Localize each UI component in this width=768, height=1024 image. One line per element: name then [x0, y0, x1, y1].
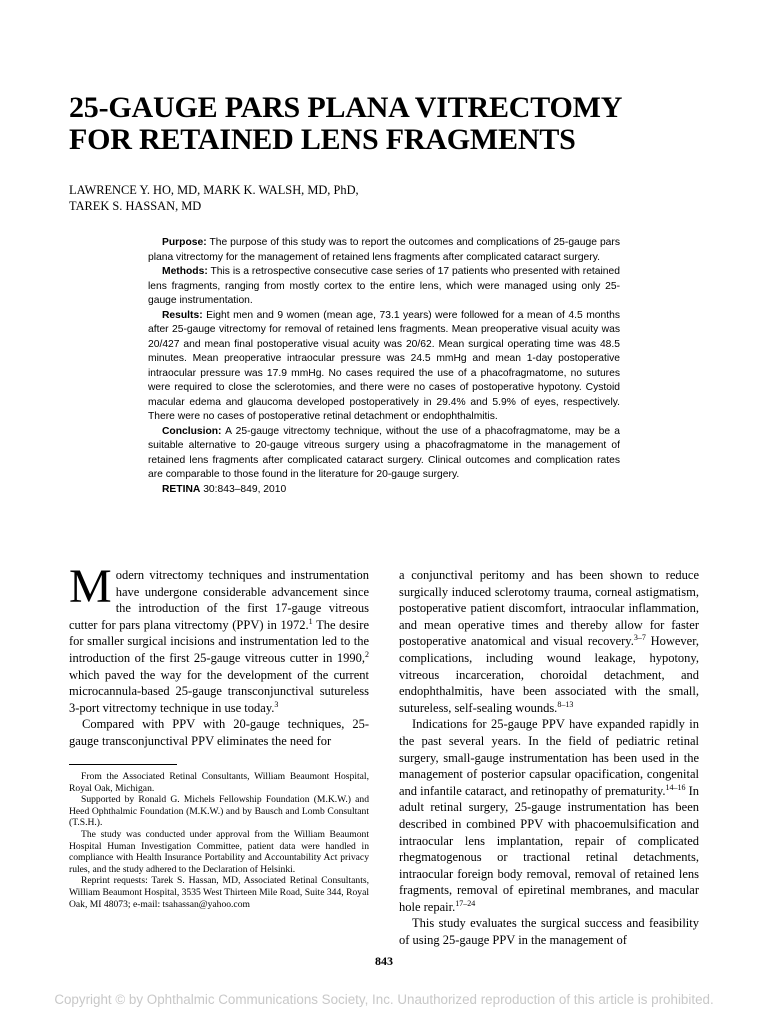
authors-line-2: TAREK S. HASSAN, MD — [69, 199, 202, 213]
body-column-left — [69, 560, 369, 750]
footnote-reprints: Reprint requests: Tarek S. Hassan, MD, Associated Retinal Consultants, William Beaumont Hospital, 3535 West Thirteen Mile Road, Suite 344, Royal Oak, MI 48073; e-mail: tsahassan@yahoo.com — [69, 875, 369, 910]
abstract-results — [148, 309, 620, 425]
citation-ref: 8–13 — [557, 699, 574, 709]
footnote-ethics: The study was conducted under approval from the William Beaumont Hospital Human Investigation Committee, patient data were handled in compliance with Health Insurance Portability and Accountability Act privacy rules, and the study adhered to the Declaration of Helsinki. — [69, 828, 369, 875]
body-text: Indications for 25-gauge PPV have expanded rapidly in the past several years. In the field of pediatric retinal surgery, small-gauge instrumentation has been used in the management of posterior capsular opacification, congenital and infantile cataract, and retinopathy of prematurity. — [399, 717, 699, 798]
footnote-support: Supported by Ronald G. Michels Fellowship Foundation (M.K.W.) and Heed Ophthalmic Foundation (M.K.W.) and by Bausch and Lomb Consultant (T.S.H.). — [69, 794, 369, 829]
purpose-text: The purpose of this study was to report the outcomes and complications of 25-gauge pars plana vitrectomy for the management of retained lens fragments after complicated cataract surgery. — [148, 237, 620, 263]
body-paragraph — [399, 716, 699, 915]
body-paragraph: This study evaluates the surgical success and feasibility of using 25-gauge PPV in the management of — [399, 916, 699, 948]
title-line-2: FOR RETAINED LENS FRAGMENTS — [69, 123, 576, 156]
article-title — [69, 92, 709, 156]
body-text: which paved the way for the development of the current microcannula-based 25-gauge transconjunctival sutureless 3-port vitrectomy technique in use today. — [69, 667, 369, 715]
abstract — [148, 236, 620, 497]
citation-ref: 3 — [274, 699, 279, 709]
author-list — [69, 182, 689, 214]
body-text: a conjunctival peritomy and has been shown to reduce surgically induced sclerotomy trauma, corneal astigmatism, postoperative patient discomfort, intraocular inflammation, and mean operative times and thereby allow for faster postoperative anatomical and visual recovery. — [399, 568, 699, 649]
citation-ref: 1 — [308, 616, 313, 626]
body-text: In adult retinal surgery, 25-gauge instrumentation has been described in combined PPV with phacoemulsification and intraocular lens implantation, repair of complicated rhegmatogenous or tractional retinal detachments, intraocular foreign body removal, removal of retained lens fragments, removal of epiretinal membranes, and macular hole repair. — [399, 783, 699, 914]
methods-text: This is a retrospective consecutive case series of 17 patients who presented with retained lens fragments, ranging from mostly cortex to the entire lens, which were managed using only 25-gauge instrumentation. — [148, 266, 620, 306]
conclusion-text: A 25-gauge vitrectomy technique, without the use of a phacofragmatome, may be a suitable alternative to 20-gauge vitreous surgery using a phacofragmatome in the management of retained lens fragments after complicated cataract surgery. Clinical outcomes and complication rates are comparable to those found in the literature for 20-gauge surgery. — [148, 425, 620, 480]
body-text: However, complications, including wound leakage, hypotony, vitreous incarceration, choroidal detachment, and endophthalmitis, have been associated with the small, sutureless, self-sealing wounds. — [399, 634, 699, 715]
footnote-affiliation: From the Associated Retinal Consultants, William Beaumont Hospital, Royal Oak, Michigan. — [69, 771, 369, 794]
methods-label: Methods: — [162, 266, 208, 277]
citation-text: 30:843–849, 2010 — [200, 483, 287, 495]
copyright-notice: Copyright © by Ophthalmic Communications Society, Inc. Unauthorized reproduction of this article is prohibited. — [54, 992, 714, 1007]
body-paragraph — [69, 560, 369, 716]
conclusion-label: Conclusion: — [162, 425, 222, 437]
citation-ref: 17–24 — [455, 898, 476, 908]
authors-line-1: LAWRENCE Y. HO, MD, MARK K. WALSH, MD, PhD, — [69, 183, 359, 197]
results-label: Results: — [162, 309, 203, 321]
abstract-purpose — [148, 236, 620, 265]
body-paragraph — [399, 567, 699, 716]
drop-cap: M — [69, 560, 112, 613]
page-number: 843 — [375, 954, 393, 968]
purpose-label: Purpose: — [162, 237, 207, 248]
citation-ref: 3–7 — [633, 633, 646, 643]
citation-ref: 14–16 — [665, 782, 686, 792]
results-text: Eight men and 9 women (mean age, 73.1 years) were followed for a mean of 4.5 months after 25-gauge vitrectomy for removal of retained lens fragments. Mean preoperative visual acuity was 20/427 and mean final postoperative visual acuity was 20/62. Mean surgical operating time was 48.5 minutes. Mean preoperative intraocular pressure was 24.5 mmHg and mean 1-day postoperative intraocular pressure was 17.9 mmHg. No cases required the use of a phacofragmatome, no sutures were required to close the sclerotomies, and there were no cases of postoperative hypotony. Cystoid macular edema and glaucoma developed postoperatively in 29.4% and 5.9% of eyes, respectively. There were no cases of postoperative retinal detachment or endophthalmitis. — [148, 309, 620, 422]
citation-ref: 2 — [365, 649, 369, 659]
footnotes — [69, 771, 369, 910]
body-column-right — [399, 567, 699, 949]
abstract-conclusion — [148, 425, 620, 483]
body-paragraph: Compared with PPV with 20-gauge techniques, 25-gauge transconjunctival PPV eliminates the need for — [69, 717, 369, 748]
title-line-1: 25-GAUGE PARS PLANA VITRECTOMY — [69, 91, 623, 124]
journal-name: RETINA — [162, 483, 201, 495]
footnote-divider — [69, 764, 177, 765]
abstract-methods — [148, 265, 620, 309]
body-text: The desire for smaller surgical incisions and instrumentation led to the introduction of the first 25-gauge vitreous cutter in 1990, — [69, 617, 369, 665]
abstract-citation — [148, 483, 620, 498]
body-text: odern vitrectomy techniques and instrumentation have undergone considerable advancement since the introduction of the first 17-gauge vitreous cutter for pars plana vitrectomy (PPV) in 1972. — [69, 568, 369, 632]
